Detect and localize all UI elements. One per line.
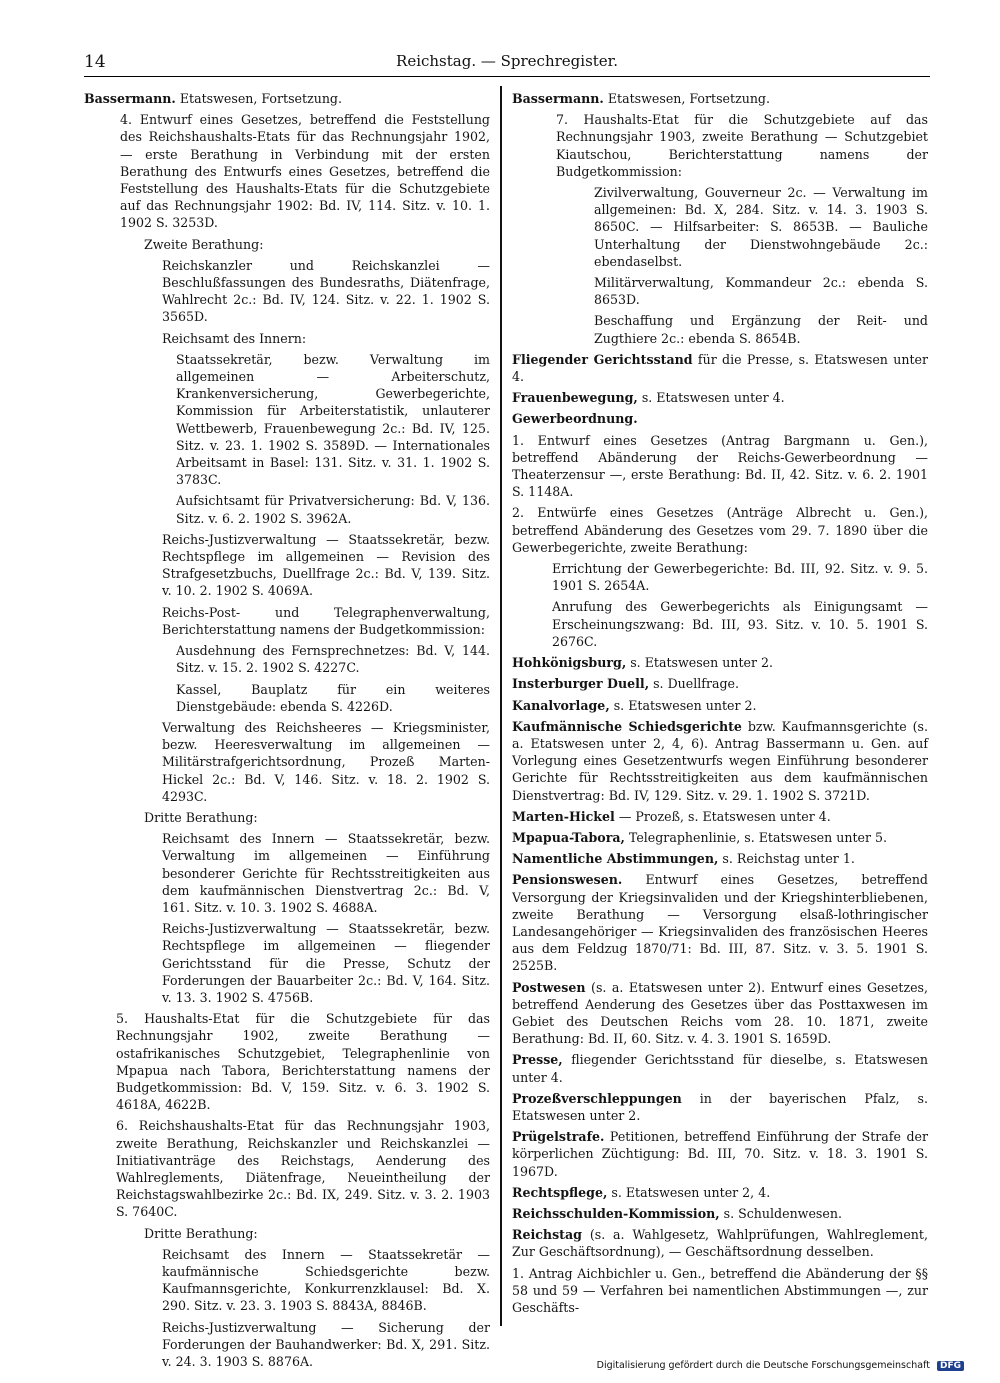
page-number: 14 <box>84 52 106 72</box>
footer-text: Digitalisierung gefördert durch die Deutsche Forschungsgemeinschaft <box>596 1360 930 1371</box>
register-entry <box>512 850 928 867</box>
entry-text: Staatssekretär, bezw. Verwaltung im allgemeinen — Arbeiterschutz, Krankenversicherung, Gewerbegerichte, Kommission für Arbeiterstatistik, unlauterer Wettbewerb, Frauenbewegung 2c.: Bd. IV, 125. Sitz. v. 23. 1. 1902 S. 3589D. — Internationales Arbeitsamt in Basel: 131. Sitz. v. 31. 1. 1902 S. 3783C. <box>176 351 490 488</box>
entry-text: Errichtung der Gewerbegerichte: Bd. III, 92. Sitz. v. 9. 5. 1901 S. 2654A. <box>552 561 928 594</box>
entry-text: 1. Entwurf eines Gesetzes (Antrag Bargmann u. Gen.), betreffend Abänderung der Reichs-Gewerbeordnung — Theaterzensur —, erste Berathung: Bd. II, 42. Sitz. v. 6. 2. 1901 S. 1148A. <box>512 432 928 500</box>
entry-keyword: Pensionswesen. <box>512 872 623 888</box>
entry-text: Beschaffung und Ergänzung der Reit- und Zugthiere 2c.: ebenda S. 8654B. <box>594 313 928 346</box>
register-entry <box>84 920 490 1006</box>
register-entry <box>512 871 928 974</box>
register-entry <box>512 351 928 385</box>
register-entry <box>84 830 490 916</box>
register-entry <box>512 697 928 714</box>
register-entry <box>512 410 928 427</box>
register-entry <box>512 1205 928 1222</box>
entry-keyword: Namentliche Abstimmungen, <box>512 851 719 867</box>
entry-text: Entwurf eines Gesetzes, betreffend Versorgung der Kriegsinvaliden und der Kriegshinterbliebenen, zweite Berathung — Versorgung elsaß-lothringischer Landesangehöriger — Kriegsinvaliden des französischen Heeres aus dem Feldzug 1870/71: Bd. III, 87. Sitz. v. 3. 5. 1901 S. 2525B. <box>512 872 928 974</box>
left-column <box>84 90 490 1374</box>
entry-text: s. Etatswesen unter 2. <box>609 697 757 713</box>
register-entry <box>84 604 490 638</box>
entry-text: für die Presse, s. Etatswesen unter 4. <box>512 351 928 385</box>
entry-text: Aufsichtsamt für Privatversicherung: Bd. V, 136. Sitz. v. 6. 2. 1902 S. 3962A. <box>176 493 490 526</box>
entry-keyword: Prozeßverschleppungen <box>512 1090 682 1106</box>
register-entry <box>512 598 928 650</box>
entry-text: Kassel, Bauplatz für ein weiteres Dienstgebäude: ebenda S. 4226D. <box>176 681 490 714</box>
entry-text: s. Etatswesen unter 4. <box>637 390 785 406</box>
entry-text: Ausdehnung des Fernsprechnetzes: Bd. V, 144. Sitz. v. 15. 2. 1902 S. 4227C. <box>176 643 490 676</box>
register-entry <box>84 236 490 253</box>
entry-keyword: Prügelstrafe. <box>512 1129 605 1145</box>
entry-text: Reichskanzler und Reichskanzlei — Beschlußfassungen des Bundesraths, Diätenfrage, Wahlrecht 2c.: Bd. IV, 124. Sitz. v. 22. 1. 1902 S. 3565D. <box>162 257 490 325</box>
entry-keyword: Postwesen <box>512 979 586 995</box>
register-entry <box>512 979 928 1048</box>
entry-text: 5. Haushalts-Etat für die Schutzgebiete für das Rechnungsjahr 1902, zweite Berathung — ostafrikanisches Schutzgebiet, Telegraphenlinie von Mpapua nach Tabora, Berichterstattung namens der Budgetkommission: Bd. V, 159. Sitz. v. 6. 3. 1902 S. 4618A, 4622B. <box>116 1011 490 1113</box>
register-entry <box>512 718 928 804</box>
register-entry <box>84 1010 490 1113</box>
entry-keyword: Hohkönigsburg, <box>512 655 627 671</box>
entry-keyword: Mpapua-Tabora, <box>512 829 625 845</box>
column-divider <box>500 86 502 1326</box>
entry-text: Reichsamt des Innern: <box>162 330 307 346</box>
entry-text: Militärverwaltung, Kommandeur 2c.: ebenda S. 8653D. <box>594 275 928 308</box>
register-entry <box>512 389 928 406</box>
register-entry <box>512 675 928 692</box>
register-entry <box>512 1128 928 1180</box>
register-entry <box>512 432 928 501</box>
register-entry <box>84 1319 490 1371</box>
entry-text: fliegender Gerichtsstand für dieselbe, s. Etatswesen unter 4. <box>512 1052 928 1085</box>
entry-text: 7. Haushalts-Etat für die Schutzgebiete auf das Rechnungsjahr 1903, zweite Berathung — Schutzgebiet Kiautschou, Berichterstattung namens der Budgetkommission: <box>556 112 928 179</box>
entry-text: Zivilverwaltung, Gouverneur 2c. — Verwaltung im allgemeinen: Bd. X, 284. Sitz. v. 14. 3. 1903 S. 8650C. — Hilfsarbeiter: S. 8653B. — Bauliche Unterhaltung der Dienstwohngebäude 2c.: ebendaselbst. <box>594 185 928 269</box>
register-entry <box>84 111 490 231</box>
entry-keyword: Marten-Hickel <box>512 808 615 824</box>
register-entry <box>84 681 490 715</box>
register-entry <box>512 111 928 180</box>
entry-text: Reichs-Justizverwaltung — Staatssekretär, bezw. Rechtspflege im allgemeinen — Revision des Strafgesetzbuchs, Duellfrage 2c.: Bd. V, 139. Sitz. v. 10. 2. 1902 S. 4069A. <box>162 531 490 599</box>
register-entry <box>512 1265 928 1317</box>
register-entry <box>512 1184 928 1201</box>
register-entry <box>512 312 928 346</box>
entry-text: Petitionen, betreffend Einführung der Strafe der körperlichen Züchtigung: Bd. III, 70. Sitz. v. 18. 3. 1901 S. 1967D. <box>512 1129 928 1179</box>
entry-keyword: Kanalvorlage, <box>512 697 610 713</box>
entry-text: Etatswesen, Fortsetzung. <box>175 91 342 106</box>
entry-keyword: Fliegender Gerichtsstand <box>512 351 693 367</box>
entry-keyword: Bassermann. <box>512 91 604 106</box>
entry-keyword: Kaufmännische Schiedsgerichte <box>512 718 742 734</box>
entry-text: (s. a. Wahlgesetz, Wahlprüfungen, Wahlreglement, Zur Geschäftsordnung), — Geschäftsordnung desselben. <box>512 1227 928 1260</box>
entry-text: s. Reichstag unter 1. <box>718 851 855 867</box>
entry-keyword: Bassermann. <box>84 91 176 106</box>
entry-text: s. Schuldenwesen. <box>719 1205 842 1221</box>
entry-text: 6. Reichshaushalts-Etat für das Rechnungsjahr 1903, zweite Berathung, Reichskanzler und Reichskanzlei — Initiativanträge des Reichstags, Aenderung des Wahlreglements, Diätenfrage, Neueintheilung der Reichstagswahlbezirke 2c.: Bd. IX, 249. Sitz. v. 3. 2. 1903 S. 7640C. <box>116 1118 490 1220</box>
running-title: Reichstag. — Sprechregister. <box>396 52 618 70</box>
register-entry <box>84 719 490 805</box>
entry-text: Zweite Berathung: <box>144 236 264 252</box>
register-entry <box>512 808 928 825</box>
entry-text: Verwaltung des Reichsheeres — Kriegsminister, bezw. Heeresverwaltung im allgemeinen — Militärstrafgerichtsordnung, Prozeß Marten-Hickel 2c.: Bd. V, 146. Sitz. v. 18. 2. 1902 S. 4293C. <box>162 719 490 804</box>
entry-text: Reichs-Justizverwaltung — Staatssekretär, bezw. Rechtspflege im allgemeinen — fliegender Gerichtsstand für die Presse, Schutz der Forderungen der Bauarbeiter 2c.: Bd. V, 164. Sitz. v. 13. 3. 1902 S. 4756B. <box>162 921 490 1005</box>
entry-keyword: Gewerbeordnung. <box>512 411 638 427</box>
entry-text: s. Etatswesen unter 2. <box>626 655 774 671</box>
register-entry <box>84 1117 490 1220</box>
entry-text: Dritte Berathung: <box>144 1225 258 1241</box>
register-entry <box>512 90 928 107</box>
entry-text: s. Etatswesen unter 2, 4. <box>607 1184 771 1200</box>
entry-text: in der bayerischen Pfalz, s. Etatswesen unter 2. <box>512 1090 928 1123</box>
entry-keyword: Frauenbewegung, <box>512 390 638 406</box>
register-entry <box>512 1226 928 1260</box>
register-entry <box>512 1090 928 1124</box>
register-entry <box>512 274 928 308</box>
entry-text: (s. a. Etatswesen unter 2). Entwurf eines Gesetzes, betreffend Aenderung des Gesetzes über das Posttaxwesen im Gebiet des Deutschen Reichs vom 28. 10. 1871, zweite Berathung: Bd. II, 60. Sitz. v. 4. 3. 1901 S. 1659D. <box>512 979 928 1047</box>
entry-keyword: Presse, <box>512 1052 563 1068</box>
entry-text: Reichsamt des Innern — Staatssekretär, bezw. Verwaltung im allgemeinen — Einführung besonderer Gerichte für Rechtsstreitigkeiten aus dem kaufmännischen Dienstvertrag 2c.: Bd. V, 161. Sitz. v. 10. 3. 1902 S. 4688A. <box>162 831 490 915</box>
footer-credit <box>597 1360 964 1371</box>
entry-text: Etatswesen, Fortsetzung. <box>603 91 770 106</box>
dfg-logo: DFG <box>937 1361 964 1371</box>
entry-keyword: Insterburger Duell, <box>512 676 650 692</box>
register-entry <box>84 531 490 600</box>
entry-text: — Prozeß, s. Etatswesen unter 4. <box>614 808 831 824</box>
register-entry <box>84 809 490 826</box>
entry-text: Dritte Berathung: <box>144 809 258 825</box>
entry-text: bzw. Kaufmannsgerichte (s. a. Etatswesen unter 2, 4, 6). Antrag Bassermann u. Gen. auf Vorlegung eines Gesetzentwurfs wegen Einführung besonderer Gerichte für Rechtsstreitigkeiten aus dem kaufmännischen Dienstvertrag: Bd. IV, 129. Sitz. v. 29. 1. 1902 S. 3721D. <box>512 718 928 803</box>
entry-text: 4. Entwurf eines Gesetzes, betreffend die Feststellung des Reichshaushalts-Etats für das Rechnungsjahr 1902, — erste Berathung in Verbindung mit der ersten Berathung des Entwurfs eines Gesetzes, betreffend die Feststellung des Haushalts-Etats für die Schutzgebiete auf das Rechnungsjahr 1902: Bd. IV, 114. Sitz. v. 10. 1. 1902 S. 3253D. <box>120 112 490 231</box>
register-entry <box>84 642 490 676</box>
register-entry <box>84 351 490 489</box>
entry-text: s. Duellfrage. <box>649 676 739 692</box>
register-entry <box>84 1246 490 1315</box>
register-entry <box>512 1051 928 1085</box>
entry-keyword: Reichsschulden-Kommission, <box>512 1205 720 1221</box>
register-entry <box>512 560 928 594</box>
entry-keyword: Rechtspflege, <box>512 1184 608 1200</box>
entry-text: Reichsamt des Innern — Staatssekretär — kaufmännische Schiedsgerichte bezw. Kaufmannsgerichte, Konkurrenzklausel: Bd. X. 290. Sitz. v. 23. 3. 1903 S. 8843A, 8846B. <box>162 1246 490 1314</box>
entry-text: Anrufung des Gewerbegerichts als Einigungsamt — Erscheinungszwang: Bd. III, 93. Sitz. v. 10. 5. 1901 S. 2676C. <box>552 599 928 649</box>
entry-text: Telegraphenlinie, s. Etatswesen unter 5. <box>624 829 888 845</box>
register-entry <box>512 504 928 556</box>
register-entry <box>512 829 928 846</box>
register-entry <box>84 257 490 326</box>
entry-text: Reichs-Post- und Telegraphenverwaltung, Berichterstattung namens der Budgetkommission: <box>162 604 490 637</box>
register-entry <box>84 330 490 347</box>
entry-keyword: Reichstag <box>512 1227 582 1243</box>
entry-text: Reichs-Justizverwaltung — Sicherung der Forderungen der Bauhandwerker: Bd. X, 291. Sitz. v. 24. 3. 1903 S. 8876A. <box>162 1319 490 1370</box>
page-header <box>84 52 930 77</box>
register-entry <box>84 90 490 107</box>
right-column <box>512 90 928 1320</box>
register-entry <box>512 654 928 671</box>
register-entry <box>84 1225 490 1242</box>
register-entry <box>84 492 490 526</box>
register-entry <box>512 184 928 270</box>
entry-text: 2. Entwürfe eines Gesetzes (Anträge Albrecht u. Gen.), betreffend Abänderung des Gesetzes vom 29. 7. 1890 über die Gewerbegerichte, zweite Berathung: <box>512 505 928 555</box>
entry-text: 1. Antrag Aichbichler u. Gen., betreffend die Abänderung der §§ 58 und 59 — Verfahren bei namentlichen Abstimmungen —, zur Geschäfts- <box>512 1265 928 1315</box>
